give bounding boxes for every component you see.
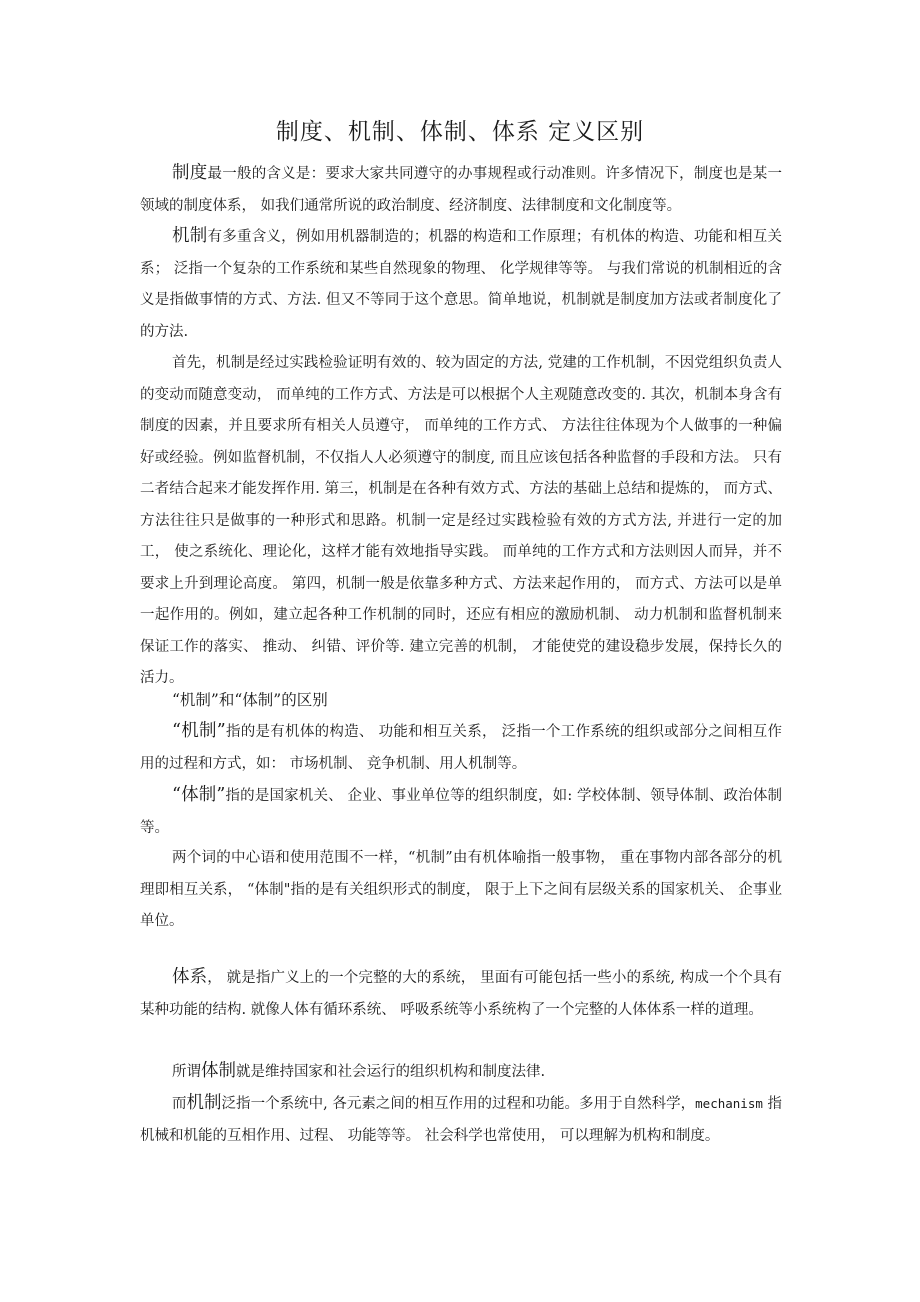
paragraph-text: 两个词的中心语和使用范围不一样，“机制”由有机体喻指一般事物， 重在事物内部各部分的机理即相互关系， “体制"指的是有关组织形式的制度， 限于上下之间有层级关系的国家机关、 企事业单位。 — [140, 850, 782, 929]
document-title: 制度、机制、体制、体系 定义区别 — [275, 119, 645, 145]
heading-text: “机制”和“体制”的区别 — [172, 691, 328, 709]
paragraph-text: 指的是国家机关、 企业、事业单位等的组织制度，如: 学校体制、领导体制、政治体制等。 — [140, 788, 782, 836]
paragraph-jizhi-summary — [140, 1088, 782, 1152]
paragraph-text: 就是维持国家和社会运行的组织机构和制度法律. — [236, 1064, 546, 1080]
section-heading-jizhi-tizhi — [140, 685, 782, 718]
paragraph-jizhi-definition — [140, 716, 782, 780]
term-jizhi-quoted: “机制” — [172, 721, 226, 741]
paragraph-tizhi-summary — [140, 1056, 782, 1089]
term-tixi: 体系 — [172, 967, 208, 987]
term-jizhi: 机制 — [172, 226, 208, 246]
paragraph-tail: 指机械和机能的互相作用、过程、 功能等等。 社会科学也常使用， 可以理解为机构和制度。 — [140, 1096, 783, 1144]
paragraph-text: 最一般的含义是：要求大家共同遵守的办事规程或行动准则。许多情况下，制度也是某一领域的制度体系， 如我们通常所说的政治制度、经济制度、法律制度和文化制度等。 — [140, 166, 783, 214]
paragraph-jizhi — [140, 221, 782, 348]
paragraph-text: 首先，机制是经过实践检验证明有效的、较为固定的方法, 党建的工作机制，不因党组织负责人的变动而随意变动， 而单纯的工作方式、方法是可以根据个人主观随意改变的. 其次，机制本身含有制度的因素，并且要求所有相关人员遵守， 而单纯的工作方式、 方法往往体现为个人做事的一种偏好或经验。例如监督机制，不仅指人人必须遵守的制度, 而且应该包括各种监督的手段和方法。 只有二者结合起来才能发挥作用. 第三，机制是在各种有效方式、方法的基础上总结和提炼的， 而方式、方法往往只是做事的一种形式和思路。机制一定是经过实践检验有效的方式方法, 并进行一定的加工， 使之系统化、理论化，这样才能有效地指导实践。 而单纯的工作方式和方法则因人而异，并不要求上升到理论高度。 第四，机制一般是依靠多种方式、方法来起作用的， 而方式、方法可以是单一起作用的。例如，建立起各种工作机制的同时，还应有相应的激励机制、 动力机制和监督机制来保证工作的落实、 推动、 纠错、评价等. 建立完善的机制， 才能使党的建设稳步发展，保持长久的活力。 — [140, 355, 782, 686]
term-zhidu: 制度 — [172, 163, 208, 183]
term-tizhi-quoted: “体制” — [172, 785, 226, 805]
paragraph-jizhi-detail — [140, 348, 782, 695]
paragraph-text: ， 就是指广义上的一个完整的大的系统， 里面有可能包括一些小的系统, 构成一个个具有某种功能的结构. 就像人体有循环系统、 呼吸系统等小系统构了一个完整的人体体系一样的道理。 — [140, 970, 782, 1018]
term-jizhi-summary: 机制 — [186, 1093, 222, 1113]
paragraph-zhidu — [140, 158, 782, 222]
paragraph-prefix: 而 — [172, 1096, 187, 1112]
paragraph-tizhi-definition — [140, 780, 782, 844]
english-term-mechanism: mechanism — [695, 1096, 763, 1111]
paragraph-text: 有多重含义，例如用机器制造的；机器的构造和工作原理；有机体的构造、功能和相互关系； 泛指一个复杂的工作系统和某些自然现象的物理、 化学规律等等。 与我们常说的机制相近的含义是指做事情的方式、方法. 但又不等同于这个意思。简单地说，机制就是制度加方法或者制度化了的方法. — [140, 229, 783, 340]
paragraph-text: 指的是有机体的构造、 功能和相互关系， 泛指一个工作系统的组织或部分之间相互作用的过程和方式，如： 市场机制、 竞争机制、用人机制等。 — [140, 724, 782, 772]
paragraph-tixi — [140, 962, 782, 1026]
paragraph-comparison — [140, 843, 782, 938]
paragraph-prefix: 所谓 — [172, 1064, 201, 1080]
term-tizhi: 体制 — [201, 1061, 236, 1081]
paragraph-text: 泛指一个系统中, 各元素之间的相互作用的过程和功能。多用于自然科学， — [221, 1096, 696, 1112]
